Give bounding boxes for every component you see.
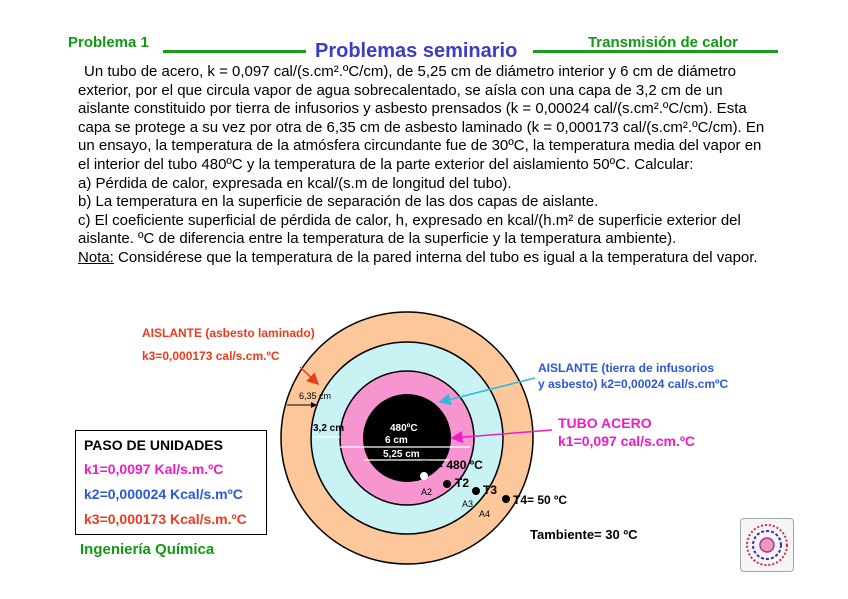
statement-item-a: a) Pérdida de calor, expresada en kcal/(s.m de longitud del tubo). — [78, 174, 512, 192]
page-title: Problemas seminario — [315, 40, 518, 62]
t2-label: T2 — [455, 476, 470, 490]
t3-label: T3 — [483, 483, 498, 497]
units-box-title: PASO DE UNIDADES — [84, 437, 223, 453]
t3-point — [472, 487, 480, 495]
pipe-k: k1=0,097 cal/s.cm.ºC — [558, 433, 696, 449]
dim-32-label: 3,2 cm — [313, 423, 345, 434]
note-label: Nota: — [78, 248, 114, 266]
units-k3: k3=0,000173 Kcal/s.m.ºC — [84, 511, 247, 527]
statement-item-b: b) La temperatura en la superficie de separación de las dos capas de aislante. — [78, 193, 599, 211]
a2-label: A2 — [421, 487, 433, 497]
university-seal-icon — [740, 518, 794, 572]
dim-635-label: 6,35 cm — [299, 391, 332, 401]
a1-label: A1 — [408, 473, 420, 483]
core-temp-label: 480ºC — [390, 423, 418, 434]
dim-525-label: 5,25 cm — [383, 449, 420, 460]
t1-label: T1= 480 ºC — [422, 458, 483, 472]
units-box — [75, 430, 267, 535]
t1-point — [420, 472, 428, 480]
note-text: Considérese que la temperatura de la pared interna del tubo es igual a la temperatura del vapor. — [113, 248, 758, 266]
header-left: Problema 1 — [68, 34, 149, 51]
middle-insulation-label-2: y asbesto) k2=0,00024 cal/s.cmºC — [538, 377, 729, 391]
units-k1: k1=0,0097 Kal/s.m.ºC — [84, 461, 224, 477]
middle-insulation-label-1: AISLANTE (tierra de infusorios — [538, 361, 715, 375]
t4-point — [502, 495, 510, 503]
ambient-temp-label: Tambiente= 30 ºC — [530, 527, 638, 542]
t2-point — [443, 480, 451, 488]
a4-label: A4 — [479, 509, 491, 519]
outer-insulation-label: AISLANTE (asbesto laminado) — [142, 326, 315, 340]
header-right: Transmisión de calor — [587, 34, 738, 51]
outer-insulation-k: k3=0,000173 cal/s.cm.ºC — [142, 349, 280, 363]
footer-label: Ingeniería Química — [80, 541, 215, 558]
statement-item-c: c) El coeficiente superficial de pérdida de calor, h, expresado en kcal/(h.m² de superficie exterior del aislante. ºC de diferencia entre la temperatura de la superficie y la temperatura ambiente). — [78, 211, 741, 248]
t4-label: T4= 50 ºC — [513, 493, 568, 507]
units-k2: k2=0,000024 Kcal/s.mºC — [84, 486, 243, 502]
a3-label: A3 — [462, 499, 474, 509]
statement-intro: Un tubo de acero, k = 0,097 cal/(s.cm².ºC/cm), de 5,25 cm de diámetro interior y 6 cm de diámetro exterior, por el que circula vapor de agua sobrecalentado, se aísla con una capa de 3,2 cm de un aislante constituido por tierra de infusorios y asbesto prensados (k = 0,00024 cal/(s.cm².ºC/cm). Esta capa se protege a su vez por otra de 6,35 cm de asbesto laminado (k = 0,000173 cal/(s.cm².ºC/cm). En un ensayo, la temperatura de la atmósfera circundante fue de 30ºC, la temperatura media del vapor en el interior del tubo 480ºC y la temperatura de la parte exterior del aislamiento 50ºC. Calcular: — [78, 63, 765, 173]
dim-6cm-label: 6 cm — [385, 435, 408, 446]
pipe-label: TUBO ACERO — [558, 415, 652, 431]
